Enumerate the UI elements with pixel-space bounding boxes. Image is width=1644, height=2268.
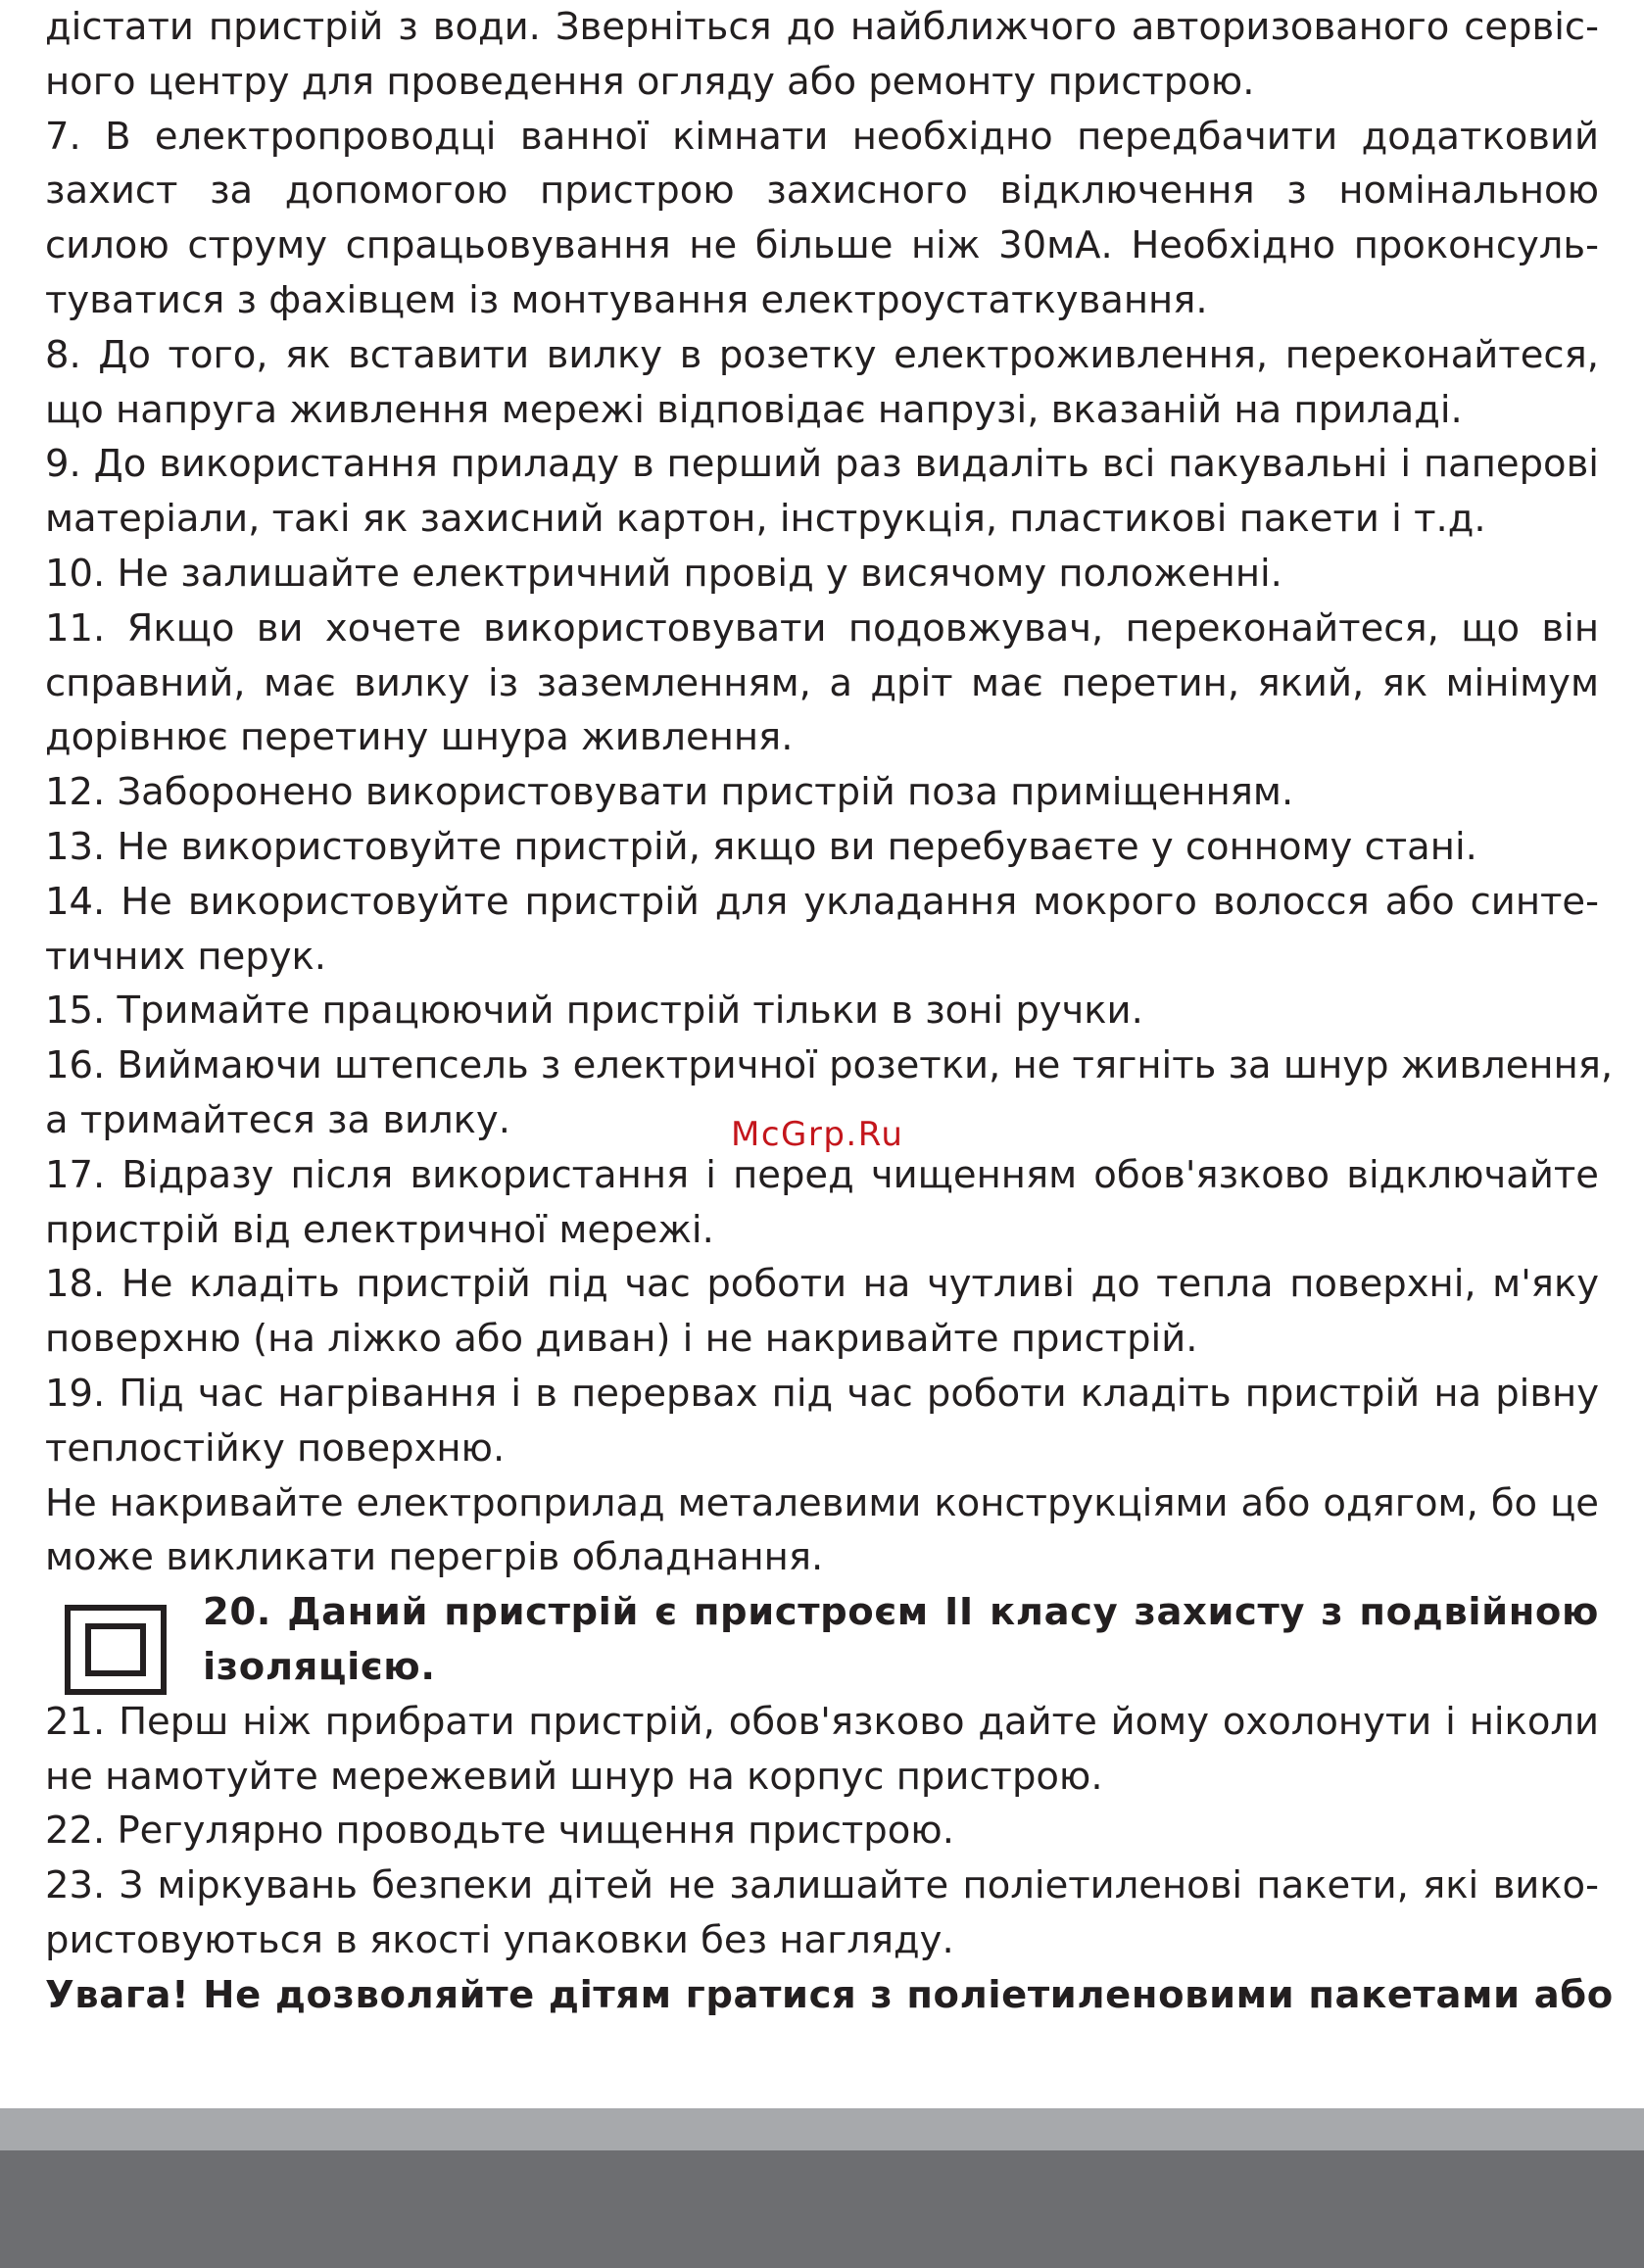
paragraph-12 xyxy=(45,765,1599,820)
warning-line: Увага! Не дозволяйте дітям гратися з поліетиленовими пакетами або xyxy=(45,1972,1614,2017)
text-line: 16. Виймаючи штепсель з електричної розетки, не тягніть за шнур живлення, xyxy=(45,1043,1614,1088)
paragraph-10 xyxy=(45,547,1599,602)
text-line: 15. Тримайте працюючий пристрій тільки в зоні ручки. xyxy=(45,989,1143,1034)
text-line: 14. Не використовуйте пристрій для укладання мокрого волосся або синте- xyxy=(45,879,1599,924)
paragraph-14 xyxy=(45,875,1599,985)
paragraph-21 xyxy=(45,1695,1599,1805)
text-line: ного центру для проведення огляду або ремонту пристрою. xyxy=(45,59,1255,104)
paragraph-20-class-ii xyxy=(45,1585,1599,1695)
paragraph-17 xyxy=(45,1148,1599,1258)
footer-band-light xyxy=(0,2108,1644,2150)
text-line: теплостійку поверхню. xyxy=(45,1425,506,1471)
text-line: силою струму спрацьовування не більше ніж 30мА. Необхідно проконсуль- xyxy=(45,223,1599,268)
text-line: матеріали, такі як захисний картон, інструкція, пластикові пакети і т.д. xyxy=(45,497,1486,542)
paragraph-9 xyxy=(45,437,1599,547)
paragraph-22 xyxy=(45,1804,1599,1858)
text-line: 20. Даний пристрій є пристроєм II класу захисту з подвійною xyxy=(203,1590,1599,1635)
paragraph-15 xyxy=(45,984,1599,1038)
text-line: 12. Заборонено використовувати пристрій поза приміщенням. xyxy=(45,770,1294,815)
text-line: 17. Відразу після використання і перед чищенням обов'язково відключайте xyxy=(45,1152,1599,1197)
paragraph-11 xyxy=(45,602,1599,765)
paragraph-6-continuation xyxy=(45,0,1599,110)
paragraph-19 xyxy=(45,1367,1599,1476)
double-insulation-square-icon xyxy=(65,1605,167,1695)
text-line: 8. До того, як вставити вилку в розетку електроживлення, переконайтеся, xyxy=(45,332,1599,377)
warning-paragraph xyxy=(45,1968,1614,2023)
paragraph-19-note xyxy=(45,1476,1599,1586)
text-line: Не накривайте електроприлад металевими конструкціями або одягом, бо це xyxy=(45,1480,1599,1525)
text-line: дорівнює перетину шнура живлення. xyxy=(45,715,794,760)
text-line: поверхню (на ліжко або диван) і не накривайте пристрій. xyxy=(45,1317,1198,1362)
text-line: не намотуйте мережевий шнур на корпус пристрою. xyxy=(45,1754,1103,1799)
text-line: 11. Якщо ви хочете використовувати подовжувач, переконайтеся, що він xyxy=(45,605,1599,651)
text-line: 7. В електропроводці ванної кімнати необхідно передбачити додатковий xyxy=(45,114,1599,159)
text-line: 23. З міркувань безпеки дітей не залишайте поліетиленові пакети, які вико- xyxy=(45,1863,1599,1908)
text-line: тичних перук. xyxy=(45,934,326,979)
paragraph-23 xyxy=(45,1858,1599,1968)
paragraph-18 xyxy=(45,1257,1599,1367)
text-line: ристовуються в якості упаковки без нагляду. xyxy=(45,1917,954,1962)
text-line: 13. Не використовуйте пристрій, якщо ви перебуваєте у сонному стані. xyxy=(45,824,1477,869)
paragraph-7 xyxy=(45,110,1599,328)
watermark: McGrp.Ru xyxy=(731,1115,904,1154)
text-line: 10. Не залишайте електричний провід у висячому положенні. xyxy=(45,551,1282,596)
instruction-text xyxy=(45,0,1614,2022)
text-line: а тримайтеся за вилку. xyxy=(45,1097,510,1142)
text-line: захист за допомогою пристрою захисного відключення з номінальною xyxy=(45,169,1599,214)
text-line: справний, має вилку із заземленням, а дріт має перетин, який, як мінімум xyxy=(45,660,1599,705)
text-line: 22. Регулярно проводьте чищення пристрою. xyxy=(45,1809,954,1854)
paragraph-13 xyxy=(45,820,1599,875)
text-line: 19. Під час нагрівання і в перервах під час роботи кладіть пристрій на рівну xyxy=(45,1371,1599,1416)
footer-band-dark xyxy=(0,2150,1644,2268)
text-line: 9. До використання приладу в перший раз видаліть всі пакувальні і паперові xyxy=(45,442,1599,487)
text-line: 21. Перш ніж прибрати пристрій, обов'язково дайте йому охолонути і ніколи xyxy=(45,1699,1599,1744)
text-line: може викликати перегрів обладнання. xyxy=(45,1535,824,1580)
text-line: дістати пристрій з води. Зверніться до найближчого авторизованого сервіс- xyxy=(45,5,1599,49)
text-line: пристрій від електричної мережі. xyxy=(45,1207,714,1252)
text-line: туватися з фахівцем із монтування електроустаткування. xyxy=(45,277,1208,322)
paragraph-8 xyxy=(45,328,1599,438)
text-line: 18. Не кладіть пристрій під час роботи на чутливі до тепла поверхні, м'яку xyxy=(45,1262,1599,1307)
text-line: ізоляцією. xyxy=(203,1644,436,1689)
text-line: що напруга живлення мережі відповідає напрузі, вказаній на приладі. xyxy=(45,387,1463,432)
